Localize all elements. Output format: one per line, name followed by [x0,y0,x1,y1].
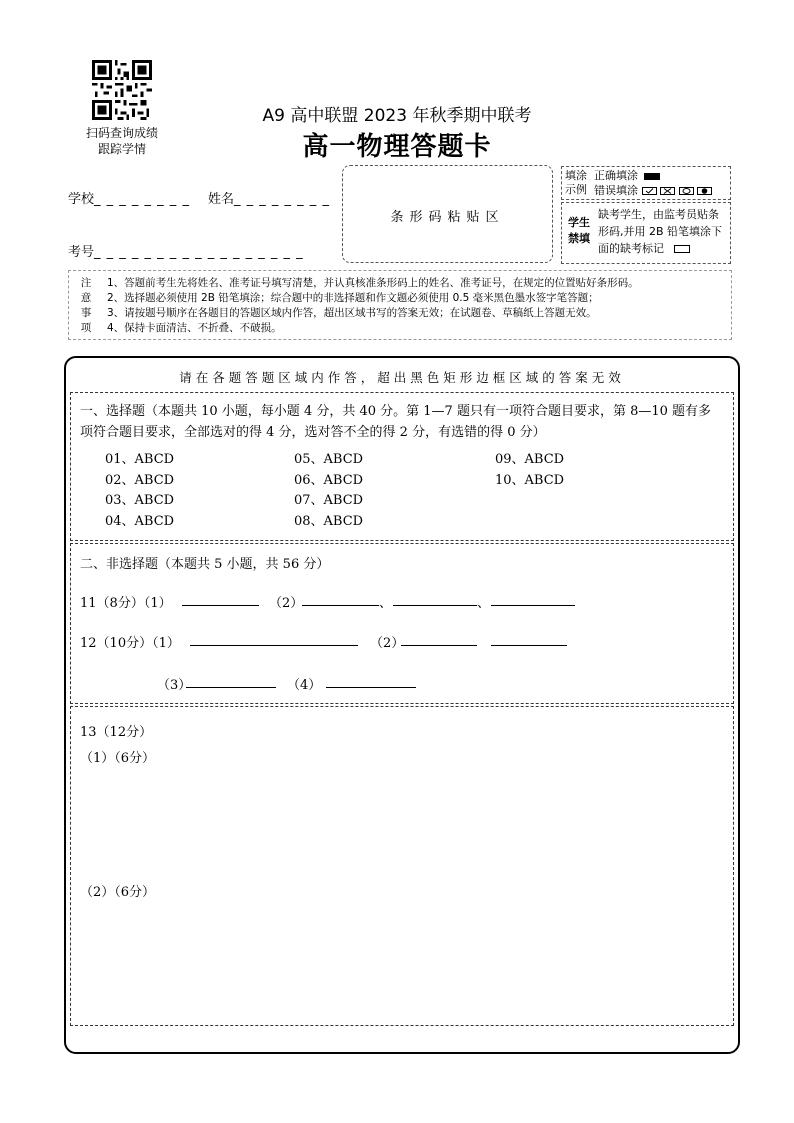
choice-07[interactable]: 07、ABCD [294,493,364,508]
section1-heading-2: 项符合题目要求，全部选对的得 4 分，选对答不全的得 2 分，有选错的得 0 分） [80,425,546,440]
choice-08[interactable]: 08、ABCD [294,513,364,529]
section1-heading-1: 一、选择题（本题共 10 小题，每小题 4 分，共 40 分。第 1—7 题只有一项符合题目要求，第 8—10 题有多 [80,404,712,419]
school-label: 学校 [68,192,95,207]
barcode-label: 条形码粘贴区 [390,210,505,225]
choice-06[interactable]: 06、ABCD [294,472,364,488]
fill-example-side-1: 填涂 [565,169,587,182]
exam-number-label: 考号 [68,245,95,260]
qr-caption-2: 跟踪学情 [97,142,146,156]
q12-label: 12（10分）（1） [80,636,180,651]
q12-answer-1[interactable] [190,645,358,646]
absent-checkbox[interactable] [674,245,690,253]
circle-mark-icon [679,187,694,195]
dot-mark-icon [697,187,712,195]
q11-answer-2c[interactable] [491,605,575,606]
q11-label: 11（8分）（1） [80,596,172,611]
q13-heading: 13（12分） [80,725,153,740]
choice-02[interactable]: 02、ABCD [105,472,175,488]
notes-box [68,270,732,340]
fill-example-box [561,166,731,200]
q12-answer-2b[interactable] [491,645,567,646]
choice-09[interactable]: 09、ABCD [495,452,565,467]
note-item: 3、请按题号顺序在各题目的答题区域内作答，超出区域书写的答案无效；在试题卷、草稿纸上答题无效。 [107,307,597,319]
notes-side-2: 意 [80,292,92,304]
absent-line-2: 形码,并用 2B 铅笔填涂下 [598,225,723,238]
note-item: 4、保持卡面清洁、不折叠、不破损。 [107,322,282,334]
q13-part2-label: （2）（6分） [80,885,156,900]
note-item: 2、选择题必须使用 2B 铅笔填涂；综合题中的非选择题和作文题必须使用 0.5 毫米黑色墨水签字笔答题； [107,292,599,304]
q12-part4-label: （4） [287,678,322,693]
absent-line-1: 缺考学生，由监考员贴条 [598,208,719,221]
absent-side-2: 禁填 [568,232,590,245]
name-field[interactable]: 姓名_ _ _ _ _ _ _ _ [208,192,330,207]
q11-answer-2a[interactable] [302,605,379,606]
correct-fill-label: 正确填涂 [594,169,638,182]
absent-side-1: 学生 [568,216,590,229]
section-fill-in [70,543,734,704]
choice-01[interactable]: 01、ABCD [105,452,175,467]
answer-area-notice: 请在各题答题区域内作答，超出黑色矩形边框区域的答案无效 [179,370,625,385]
school-field[interactable]: 学校_ _ _ _ _ _ _ _ [68,192,190,207]
fill-example-side-2: 示例 [565,183,587,196]
q11-answer-2b[interactable] [393,605,477,606]
section2-heading: 二、非选择题（本题共 5 小题，共 56 分） [80,557,330,572]
qr-caption-1: 扫码查询成绩 [85,126,158,140]
correct-fill-mark [644,173,660,180]
card-title: 高一物理答题卡 [302,132,492,162]
name-label: 姓名 [208,192,235,207]
notes-side-4: 项 [80,322,92,334]
q12-part2-label: （2） [370,636,405,651]
q12-answer-2a[interactable] [401,645,477,646]
choice-04[interactable]: 04、ABCD [105,513,175,529]
q12-answer-4[interactable] [326,687,416,688]
choice-10[interactable]: 10、ABCD [495,472,565,488]
exam-title: A9 高中联盟 2023 年秋季期中联考 [262,106,532,126]
absent-mark-box [561,202,731,264]
q11-separator: 、 [477,596,491,611]
q13-part1-label: （1）（6分） [80,751,156,766]
q11-part2-label: （2） [269,596,304,611]
check-mark-icon [642,187,657,195]
cross-mark-icon [660,187,675,195]
exam-number-field[interactable]: 考号_ _ _ _ _ _ _ _ _ _ _ _ _ _ _ _ _ [68,245,304,260]
q12-answer-3[interactable] [186,687,276,688]
q11-answer-1[interactable] [182,605,259,606]
note-item: 1、答题前考生先将姓名、准考证号填写清楚，并认真核准条形码上的姓名、准考证号，在规定的位置贴好条形码。 [107,277,639,289]
choice-03[interactable]: 03、ABCD [105,493,175,508]
section-q13[interactable] [70,706,734,1026]
absent-line-3: 面的缺考标记 [598,242,664,255]
notes-side-1: 注 [80,277,92,289]
notes-side-3: 事 [80,307,92,319]
choice-05[interactable]: 05、ABCD [294,452,364,467]
q12-part3-label: （3） [157,678,192,693]
q11-separator: 、 [379,596,393,611]
section-multiple-choice [70,392,734,541]
wrong-fill-label: 错误填涂 [594,184,638,197]
